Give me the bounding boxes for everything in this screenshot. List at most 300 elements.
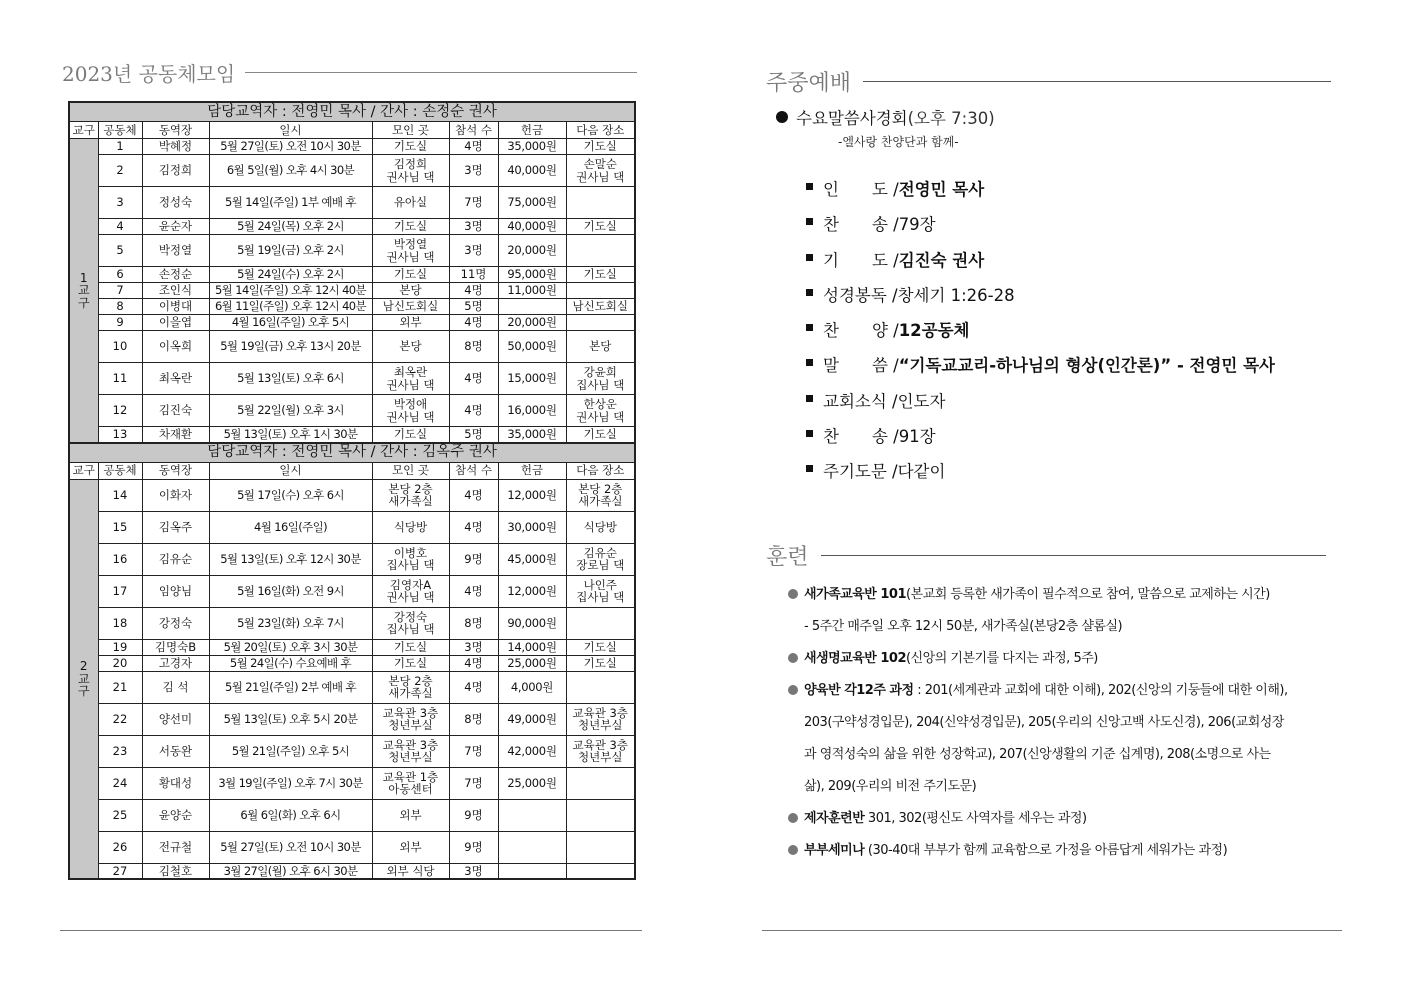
next-place: [566, 283, 635, 299]
table-row: [69, 575, 635, 607]
community-no: 10: [98, 331, 142, 363]
leader-name: 김철호: [142, 863, 209, 879]
square-bullet-icon: [806, 289, 813, 296]
attendance: 3명: [449, 235, 498, 267]
group-banner-row: [69, 443, 635, 463]
next-place: [566, 799, 635, 831]
offering: 15,000원: [498, 363, 566, 395]
offering: 40,000원: [498, 155, 566, 187]
column-header-row: [69, 462, 635, 479]
meeting-place: 본당 2층 새가족실: [372, 671, 449, 703]
next-place: 한상운 권사님 댁: [566, 395, 635, 427]
order-label: 기 도 /: [823, 250, 899, 270]
community-no: 27: [98, 863, 142, 879]
offering: 20,000원: [498, 315, 566, 331]
column-header-row: [69, 122, 635, 139]
next-place: 기도실: [566, 219, 635, 235]
leader-name: 양선미: [142, 703, 209, 735]
meeting-date: 3월 19일(주일) 오후 7시 30분: [209, 767, 372, 799]
footer-rule-right: [762, 930, 1342, 931]
leader-name: 김명숙B: [142, 639, 209, 655]
attendance: 4명: [449, 511, 498, 543]
community-no: 8: [98, 299, 142, 315]
training-desc: : 201(세계관과 교회에 대한 이해), 202(신앙의 기둥들에 대한 이해),: [913, 683, 1288, 698]
header-rule: [863, 81, 1331, 82]
meeting-place: 본당 2층 새가족실: [372, 479, 449, 511]
circle-bullet-icon: [788, 589, 798, 599]
order-value: 다같이: [897, 462, 946, 482]
leader-name: 차재환: [142, 427, 209, 443]
leader-name: 박혜정: [142, 139, 209, 155]
community-no: 22: [98, 703, 142, 735]
circle-bullet-icon: [788, 813, 798, 823]
training-desc: 203(구약성경입문), 204(신약성경입문), 205(우리의 신앙고백 사도신경), 206(교회성장: [804, 715, 1284, 730]
leader-name: 김유순: [142, 543, 209, 575]
worship-title: 주중예배: [766, 71, 852, 96]
order-value: 전영민 목사: [898, 180, 985, 199]
column-header-att: 참석 수: [449, 462, 498, 479]
training-title: 훈련: [766, 545, 809, 570]
meeting-place: 기도실: [372, 219, 449, 235]
community-no: 14: [98, 479, 142, 511]
offering: 95,000원: [498, 267, 566, 283]
section-title: 2023년 공동체모임: [62, 62, 236, 86]
left-page: [62, 58, 637, 87]
order-label: 찬 송 /: [823, 215, 899, 235]
order-label: 찬 송 /: [823, 427, 899, 447]
meeting-place: 외부: [372, 315, 449, 331]
meeting-place: 강정숙 집사님 댁: [372, 607, 449, 639]
bullet-icon: [776, 111, 788, 123]
leader-name: 손정순: [142, 267, 209, 283]
next-place: 식당방: [566, 511, 635, 543]
next-place: 기도실: [566, 639, 635, 655]
column-header-gift: 헌금: [498, 122, 566, 139]
column-header-next: 다음 장소: [566, 462, 635, 479]
circle-bullet-icon: [788, 685, 798, 695]
leader-name: 전규철: [142, 831, 209, 863]
meeting-date: 5월 13일(토) 오후 5시 20분: [209, 703, 372, 735]
training-line: [788, 647, 1328, 679]
training-desc: - 5주간 매주일 오후 12시 50분, 새가족실(본당2층 샬롬실): [804, 619, 1123, 634]
attendance: 4명: [449, 395, 498, 427]
column-header-gift: 헌금: [498, 462, 566, 479]
community-no: 13: [98, 427, 142, 443]
next-place: [566, 767, 635, 799]
offering: 14,000원: [498, 639, 566, 655]
table-row: [69, 283, 635, 299]
column-header-date: 일시: [209, 122, 372, 139]
square-bullet-icon: [806, 465, 813, 472]
leader-name: 김옥주: [142, 511, 209, 543]
table-row: [69, 187, 635, 219]
offering: [498, 299, 566, 315]
meeting-place: 식당방: [372, 511, 449, 543]
community-no: 7: [98, 283, 142, 299]
meeting-place: 기도실: [372, 427, 449, 443]
training-name: 부부세미나: [804, 843, 865, 858]
leader-name: 이옥희: [142, 331, 209, 363]
next-place: 본당: [566, 331, 635, 363]
meeting-place: 김정희 권사님 댁: [372, 155, 449, 187]
attendance: 4명: [449, 671, 498, 703]
meeting-date: 5월 13일(토) 오후 6시: [209, 363, 372, 395]
order-label: 인 도 /: [823, 180, 899, 199]
column-header-att: 참석 수: [449, 122, 498, 139]
square-bullet-icon: [806, 359, 813, 366]
meeting-place: 외부: [372, 831, 449, 863]
training-desc: (신앙의 기본기를 다지는 과정, 5주): [906, 651, 1098, 666]
attendance: 9명: [449, 799, 498, 831]
order-item: [806, 352, 1331, 387]
meeting-date: 5월 14일(주일) 1부 예배 후: [209, 187, 372, 219]
next-place: [566, 671, 635, 703]
community-no: 24: [98, 767, 142, 799]
meeting-place: 기도실: [372, 655, 449, 671]
community-no: 16: [98, 543, 142, 575]
attendance: 3명: [449, 863, 498, 879]
leader-name: 김진숙: [142, 395, 209, 427]
column-header-place: 모인 곳: [372, 462, 449, 479]
table-row: [69, 735, 635, 767]
community-no: 6: [98, 267, 142, 283]
column-header-place: 모인 곳: [372, 122, 449, 139]
next-place: 기도실: [566, 655, 635, 671]
training-desc: (30-40대 부부가 함께 교육함으로 가정을 아름답게 세워가는 과정): [864, 843, 1228, 858]
attendance: 4명: [449, 655, 498, 671]
leader-name: 황대성: [142, 767, 209, 799]
meeting-place: 기도실: [372, 639, 449, 655]
attendance: 3명: [449, 219, 498, 235]
next-place: [566, 315, 635, 331]
order-label: 찬 양 /: [823, 321, 899, 341]
attendance: 4명: [449, 139, 498, 155]
schedule-table-wrap: [68, 101, 634, 880]
training-list: [788, 583, 1328, 871]
community-no: 20: [98, 655, 142, 671]
section-header-community: [62, 58, 637, 87]
community-no: 9: [98, 315, 142, 331]
offering: [498, 799, 566, 831]
training-line: [788, 807, 1328, 839]
meeting-date: 5월 23일(화) 오후 7시: [209, 607, 372, 639]
training-desc: 삶), 209(우리의 비전 주기도문): [804, 779, 977, 794]
community-no: 25: [98, 799, 142, 831]
square-bullet-icon: [806, 254, 813, 261]
meeting-place: 본당: [372, 331, 449, 363]
header-rule: [821, 555, 1326, 556]
offering: 75,000원: [498, 187, 566, 219]
meeting-place: 기도실: [372, 139, 449, 155]
right-page: [766, 66, 1331, 494]
next-place: 기도실: [566, 267, 635, 283]
group-banner: 담당교역자 : 전영민 목사 / 간사 : 손정순 권사: [69, 102, 635, 122]
column-header-gyogu: 교구: [69, 462, 98, 479]
training-line: [788, 583, 1328, 615]
order-item: [806, 317, 1331, 352]
meeting-subtitle: -엘사랑 찬양단과 함께-: [838, 135, 959, 149]
attendance: 4명: [449, 575, 498, 607]
meeting-date: 5월 21일(주일) 오후 5시: [209, 735, 372, 767]
section-header-worship: [766, 66, 1331, 97]
table-row: [69, 607, 635, 639]
order-item: [806, 458, 1331, 493]
leader-name: 이병대: [142, 299, 209, 315]
square-bullet-icon: [806, 430, 813, 437]
meeting-date: 5월 17일(수) 오후 6시: [209, 479, 372, 511]
community-no: 21: [98, 671, 142, 703]
community-no: 4: [98, 219, 142, 235]
leader-name: 이화자: [142, 479, 209, 511]
table-row: [69, 799, 635, 831]
meeting-line: [776, 105, 1331, 129]
order-item: [806, 388, 1331, 423]
order-item: [806, 211, 1331, 246]
order-item: [806, 282, 1331, 317]
meeting-place: 교육관 1층 아동센터: [372, 767, 449, 799]
training-name: 제자훈련반: [804, 811, 865, 826]
meeting-date: 5월 20일(토) 오후 3시 30분: [209, 639, 372, 655]
meeting-date: 5월 22일(월) 오후 3시: [209, 395, 372, 427]
leader-name: 윤양순: [142, 799, 209, 831]
next-place: [566, 831, 635, 863]
order-label: 주기도문 /: [823, 462, 898, 482]
leader-name: 박정열: [142, 235, 209, 267]
training-desc: (본교회 등록한 새가족이 필수적으로 참여, 말씀으로 교제하는 시간): [906, 587, 1270, 602]
community-no: 15: [98, 511, 142, 543]
meeting-time: (오후 7:30): [907, 109, 995, 128]
meeting-date: 5월 14일(주일) 오후 12시 40분: [209, 283, 372, 299]
order-value: 91장: [898, 427, 936, 447]
next-place: 교육관 3층 청년부실: [566, 703, 635, 735]
community-no: 18: [98, 607, 142, 639]
meeting-date: 4월 16일(주일) 오후 5시: [209, 315, 372, 331]
next-place: [566, 187, 635, 219]
offering: 11,000원: [498, 283, 566, 299]
next-place: [566, 235, 635, 267]
community-no: 17: [98, 575, 142, 607]
meeting-date: 5월 27일(토) 오전 10시 30분: [209, 139, 372, 155]
leader-name: 강정숙: [142, 607, 209, 639]
attendance: 3명: [449, 155, 498, 187]
square-bullet-icon: [806, 324, 813, 331]
meeting-date: 5월 24일(수) 수요예배 후: [209, 655, 372, 671]
table-row: [69, 427, 635, 443]
table-row: [69, 363, 635, 395]
next-place: 손말순 권사님 댁: [566, 155, 635, 187]
attendance: 8명: [449, 607, 498, 639]
table-row: [69, 479, 635, 511]
offering: 20,000원: [498, 235, 566, 267]
leader-name: 이을엽: [142, 315, 209, 331]
next-place: [566, 863, 635, 879]
next-place: 강윤희 집사님 댁: [566, 363, 635, 395]
community-no: 12: [98, 395, 142, 427]
meeting-date: 5월 19일(금) 오후 13시 20분: [209, 331, 372, 363]
order-item: [806, 247, 1331, 282]
leader-name: 임양님: [142, 575, 209, 607]
attendance: 4명: [449, 479, 498, 511]
order-value: “기독교교리-하나님의 형상(인간론)” - 전영민 목사: [898, 356, 1275, 376]
training-line: [788, 615, 1328, 647]
order-item: [806, 176, 1331, 211]
community-no: 19: [98, 639, 142, 655]
meeting-place: 본당: [372, 283, 449, 299]
meeting-place: 외부 식당: [372, 863, 449, 879]
table-row: [69, 219, 635, 235]
meeting-place: 이병호 집사님 댁: [372, 543, 449, 575]
meeting-place: 남신도회실: [372, 299, 449, 315]
group-banner: 담당교역자 : 전영민 목사 / 간사 : 김옥주 권사: [69, 443, 635, 463]
table-row: [69, 639, 635, 655]
offering: [498, 863, 566, 879]
meeting-date: 5월 27일(토) 오전 10시 30분: [209, 831, 372, 863]
worship-order-list: [806, 176, 1331, 494]
meeting-date: 5월 13일(토) 오후 12시 30분: [209, 543, 372, 575]
next-place: 본당 2층 새가족실: [566, 479, 635, 511]
table-row: [69, 299, 635, 315]
footer-rule-left: [60, 930, 642, 931]
community-no: 5: [98, 235, 142, 267]
order-value: 79장: [898, 215, 936, 235]
table-row: [69, 767, 635, 799]
table-row: [69, 331, 635, 363]
attendance: 4명: [449, 283, 498, 299]
meeting-date: 4월 16일(주일): [209, 511, 372, 543]
attendance: 9명: [449, 543, 498, 575]
meeting-place: 외부: [372, 799, 449, 831]
order-item: [806, 423, 1331, 458]
attendance: 9명: [449, 831, 498, 863]
meeting-date: 6월 5일(월) 오후 4시 30분: [209, 155, 372, 187]
offering: 35,000원: [498, 139, 566, 155]
next-place: 나인주 집사님 댁: [566, 575, 635, 607]
circle-bullet-icon: [788, 653, 798, 663]
training-line: [788, 711, 1328, 743]
gyogu-cell: 2 교 구: [69, 479, 98, 879]
training-line: [788, 775, 1328, 807]
attendance: 4명: [449, 363, 498, 395]
meeting-date: 5월 13일(토) 오후 1시 30분: [209, 427, 372, 443]
meeting-date: 5월 19일(금) 오후 2시: [209, 235, 372, 267]
meeting-date: 3월 27일(월) 오후 6시 30분: [209, 863, 372, 879]
order-label: 말 씀 /: [823, 356, 899, 376]
column-header-leader: 동역장: [142, 122, 209, 139]
meeting-date: 6월 6일(화) 오후 6시: [209, 799, 372, 831]
order-value: 김진숙 권사: [898, 250, 985, 270]
offering: 49,000원: [498, 703, 566, 735]
offering: 50,000원: [498, 331, 566, 363]
order-value: 인도자: [897, 391, 946, 411]
order-label: 성경봉독 /: [823, 285, 898, 305]
table-row: [69, 267, 635, 283]
order-value: 창세기 1:26-28: [897, 285, 1015, 305]
gyogu-cell: 1 교 구: [69, 139, 98, 443]
offering: 25,000원: [498, 655, 566, 671]
offering: 30,000원: [498, 511, 566, 543]
meeting-date: 5월 16일(화) 오전 9시: [209, 575, 372, 607]
next-place: 기도실: [566, 139, 635, 155]
table-row: [69, 703, 635, 735]
section-header-training: [766, 540, 1326, 571]
community-no: 1: [98, 139, 142, 155]
table-row: [69, 671, 635, 703]
leader-name: 서동완: [142, 735, 209, 767]
leader-name: 정성숙: [142, 187, 209, 219]
next-place: 기도실: [566, 427, 635, 443]
training-line: [788, 743, 1328, 775]
attendance: 8명: [449, 703, 498, 735]
offering: 12,000원: [498, 479, 566, 511]
training-line: [788, 839, 1328, 871]
training-desc: 301, 302(평신도 사역자를 세우는 과정): [864, 811, 1087, 826]
meeting-place: 기도실: [372, 267, 449, 283]
leader-name: 김정희: [142, 155, 209, 187]
community-schedule-table: [68, 101, 636, 880]
meeting-place: 교육관 3층 청년부실: [372, 703, 449, 735]
attendance: 5명: [449, 427, 498, 443]
community-no: 26: [98, 831, 142, 863]
offering: 4,000원: [498, 671, 566, 703]
table-row: [69, 511, 635, 543]
table-row: [69, 831, 635, 863]
offering: [498, 831, 566, 863]
column-header-leader: 동역장: [142, 462, 209, 479]
offering: 45,000원: [498, 543, 566, 575]
training-name: 새생명교육반 102: [804, 651, 907, 666]
offering: 40,000원: [498, 219, 566, 235]
attendance: 3명: [449, 639, 498, 655]
attendance: 11명: [449, 267, 498, 283]
leader-name: 김 석: [142, 671, 209, 703]
leader-name: 최옥란: [142, 363, 209, 395]
offering: 25,000원: [498, 767, 566, 799]
attendance: 8명: [449, 331, 498, 363]
meeting-place: 박정애 권사님 댁: [372, 395, 449, 427]
meeting-place: 유아실: [372, 187, 449, 219]
leader-name: 조인식: [142, 283, 209, 299]
training-line: [788, 679, 1328, 711]
table-row: [69, 863, 635, 879]
meeting-date: 5월 24일(목) 오후 2시: [209, 219, 372, 235]
circle-bullet-icon: [788, 845, 798, 855]
header-rule: [245, 72, 637, 73]
square-bullet-icon: [806, 218, 813, 225]
meeting-place: 교육관 3층 청년부실: [372, 735, 449, 767]
next-place: 교육관 3층 청년부실: [566, 735, 635, 767]
attendance: 5명: [449, 299, 498, 315]
meeting-date: 5월 24일(수) 오후 2시: [209, 267, 372, 283]
attendance: 7명: [449, 187, 498, 219]
community-no: 23: [98, 735, 142, 767]
attendance: 4명: [449, 315, 498, 331]
square-bullet-icon: [806, 395, 813, 402]
meeting-place: 박정열 권사님 댁: [372, 235, 449, 267]
table-row: [69, 655, 635, 671]
table-row: [69, 543, 635, 575]
column-header-next: 다음 장소: [566, 122, 635, 139]
offering: 16,000원: [498, 395, 566, 427]
table-row: [69, 155, 635, 187]
meeting-date: 6월 11일(주일) 오후 12시 40분: [209, 299, 372, 315]
community-no: 2: [98, 155, 142, 187]
meeting-date: 5월 21일(주일) 2부 예배 후: [209, 671, 372, 703]
offering: 35,000원: [498, 427, 566, 443]
column-header-gd: 공동체: [98, 462, 142, 479]
meeting-place: 김영자A 권사님 댁: [372, 575, 449, 607]
table-row: [69, 235, 635, 267]
group-banner-row: [69, 102, 635, 122]
